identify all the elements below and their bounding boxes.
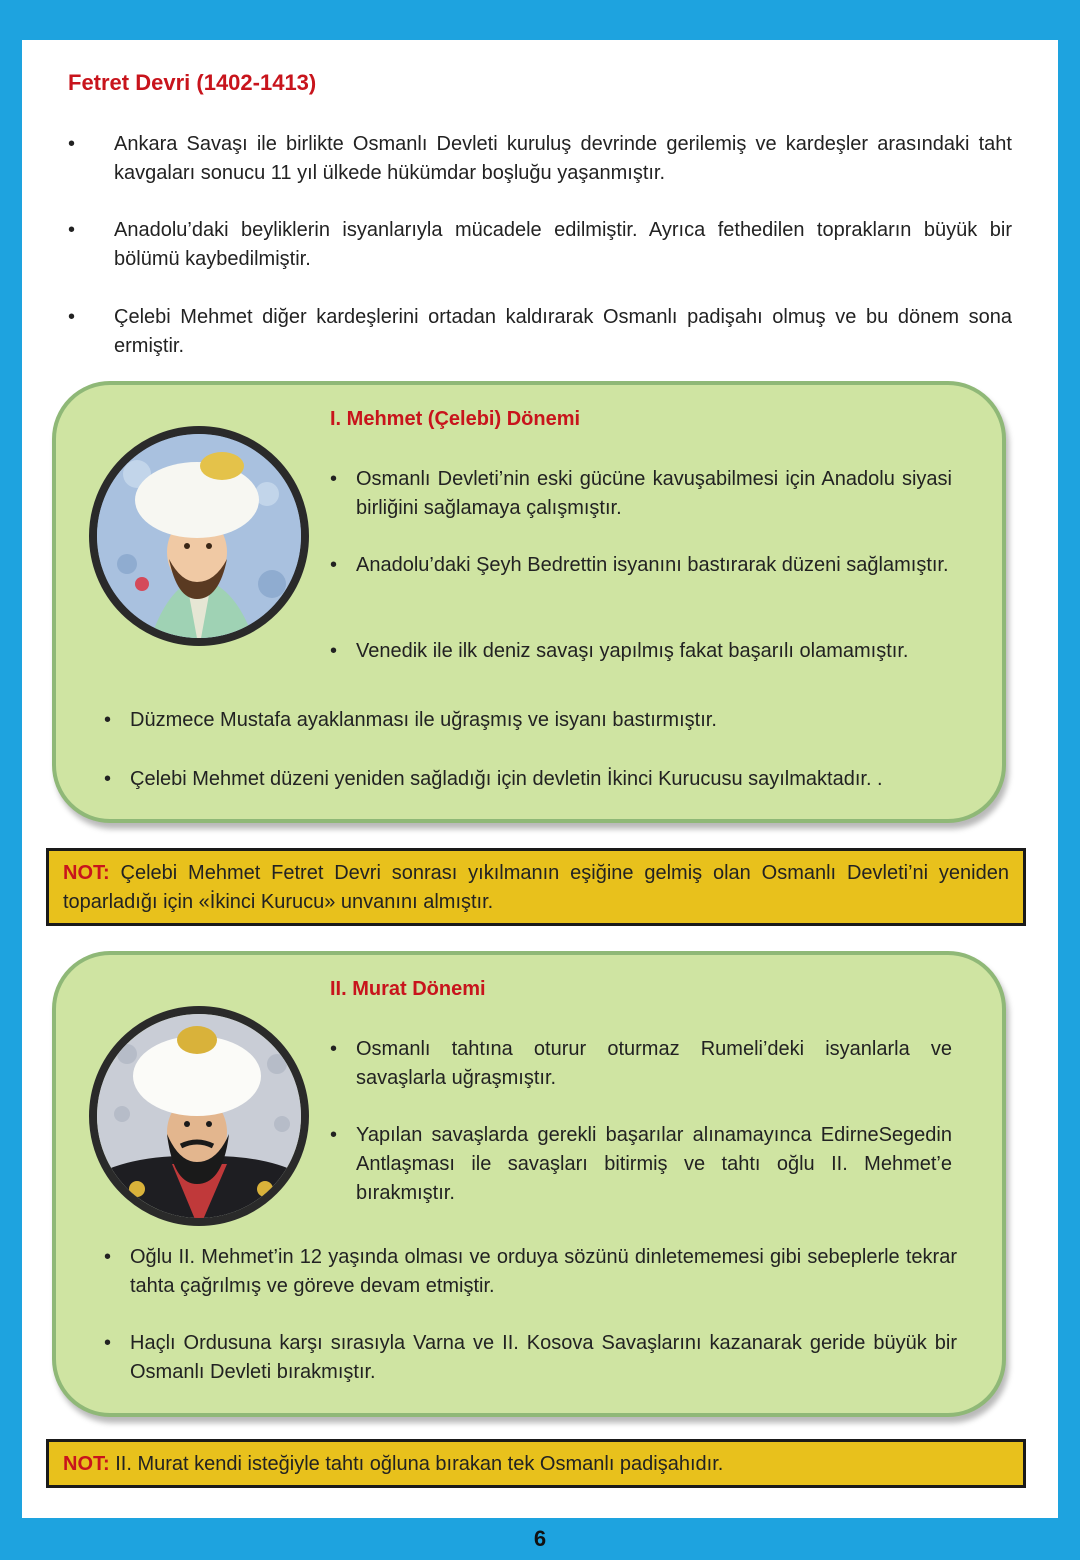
bullet-text: Çelebi Mehmet düzeni yeniden sağladığı için devletin İkinci Kurucusu sayılmaktadır. . bbox=[130, 768, 883, 790]
panel1-bullet-3 bbox=[330, 637, 970, 666]
portrait-murat-ii bbox=[89, 1006, 309, 1226]
panel1-bullet-1 bbox=[330, 465, 952, 523]
note-text: II. Murat kendi isteğiyle tahtı oğluna bırakan tek Osmanlı padişahıdır. bbox=[109, 1453, 724, 1475]
note-label: NOT: bbox=[63, 1453, 110, 1475]
bullet-text: Haçlı Ordusuna karşı sırasıyla Varna ve II. Kosova Savaşlarını kazanarak geride büyük bir Osmanlı Devleti bırakmıştır. bbox=[130, 1332, 957, 1383]
bullet-text: Anadolu’daki Şeyh Bedrettin isyanını bastırarak düzeni sağlamıştır. bbox=[356, 554, 949, 576]
bullet-text: Oğlu II. Mehmet’in 12 yaşında olması ve orduya sözünü dinletememesi gibi sebeplerle tekrar tahta çağrılmış ve göreve devam etmiştir. bbox=[130, 1246, 957, 1297]
bullet-icon: • bbox=[104, 1246, 112, 1268]
bullet-text: Ankara Savaşı ile birlikte Osmanlı Devleti kuruluş devrinde gerilemiş ve kardeşler arasındaki taht kavgaları sonucu 11 yıl ülkede hükümdar boşluğu yaşanmıştır. bbox=[114, 133, 1012, 184]
note-label: NOT: bbox=[63, 862, 110, 884]
note-ikinci-kurucu bbox=[46, 848, 1026, 926]
bullet-icon: • bbox=[330, 554, 338, 576]
panel2-bullet-1 bbox=[330, 1035, 952, 1093]
panel2-bullet-3 bbox=[104, 1243, 957, 1301]
bullet-icon: • bbox=[104, 709, 112, 731]
bullet-icon: • bbox=[68, 306, 76, 328]
bullet-icon: • bbox=[104, 768, 112, 790]
bullet-text: Osmanlı Devleti’nin eski gücüne kavuşabilmesi için Anadolu siyasi birliğini sağlamaya çalışmıştır. bbox=[356, 468, 952, 519]
intro-bullet-1 bbox=[68, 130, 1012, 188]
note-murat-ii bbox=[46, 1439, 1026, 1488]
bullet-icon: • bbox=[330, 1038, 338, 1060]
intro-bullet-2 bbox=[68, 216, 1012, 274]
bullet-icon: • bbox=[104, 1332, 112, 1354]
bullet-icon: • bbox=[68, 219, 76, 241]
panel1-bullet-2 bbox=[330, 551, 952, 580]
panel-title: II. Murat Dönemi bbox=[330, 978, 486, 1000]
bullet-text: Çelebi Mehmet diğer kardeşlerini ortadan kaldırarak Osmanlı padişahı olmuş ve bu dönem sona ermiştir. bbox=[114, 306, 1012, 357]
section-heading: Fetret Devri (1402-1413) bbox=[68, 70, 317, 95]
bullet-icon: • bbox=[330, 1124, 338, 1146]
panel-title: I. Mehmet (Çelebi) Dönemi bbox=[330, 408, 581, 430]
bullet-icon: • bbox=[68, 133, 76, 155]
bullet-text: Osmanlı tahtına oturur oturmaz Rumeli’deki isyanlarla ve savaşlarla uğraşmıştır. bbox=[356, 1038, 952, 1089]
portrait-mehmet-celebi bbox=[89, 426, 309, 646]
panel1-bullet-5 bbox=[104, 765, 984, 794]
bullet-text: Venedik ile ilk deniz savaşı yapılmış fakat başarılı olamamıştır. bbox=[356, 640, 909, 662]
note-text: Çelebi Mehmet Fetret Devri sonrası yıkılmanın eşiğine gelmiş olan Osmanlı Devleti’ni yeniden toparladığı için «İkinci Kurucu» unvanını almıştır. bbox=[63, 862, 1009, 913]
portrait-illustration bbox=[97, 434, 301, 638]
bullet-text: Yapılan savaşlarda gerekli başarılar alınamayınca EdirneSegedin Antlaşması ile savaşları bitirmiş ve tahtı oğlu II. Mehmet’e bırakmıştır. bbox=[356, 1124, 952, 1204]
panel2-bullet-4 bbox=[104, 1329, 957, 1387]
portrait-illustration bbox=[97, 1014, 301, 1218]
panel1-bullet-4 bbox=[104, 706, 964, 735]
bullet-text: Düzmece Mustafa ayaklanması ile uğraşmış ve isyanı bastırmıştır. bbox=[130, 709, 717, 731]
bullet-icon: • bbox=[330, 468, 338, 490]
bullet-text: Anadolu’daki beyliklerin isyanlarıyla mücadele edilmiştir. Ayrıca fethedilen toprakların büyük bir bölümü kaybedilmiştir. bbox=[114, 219, 1012, 270]
page-number: 6 bbox=[533, 1526, 547, 1551]
bullet-icon: • bbox=[330, 640, 338, 662]
panel2-bullet-2 bbox=[330, 1121, 952, 1208]
intro-bullet-3 bbox=[68, 303, 1012, 361]
